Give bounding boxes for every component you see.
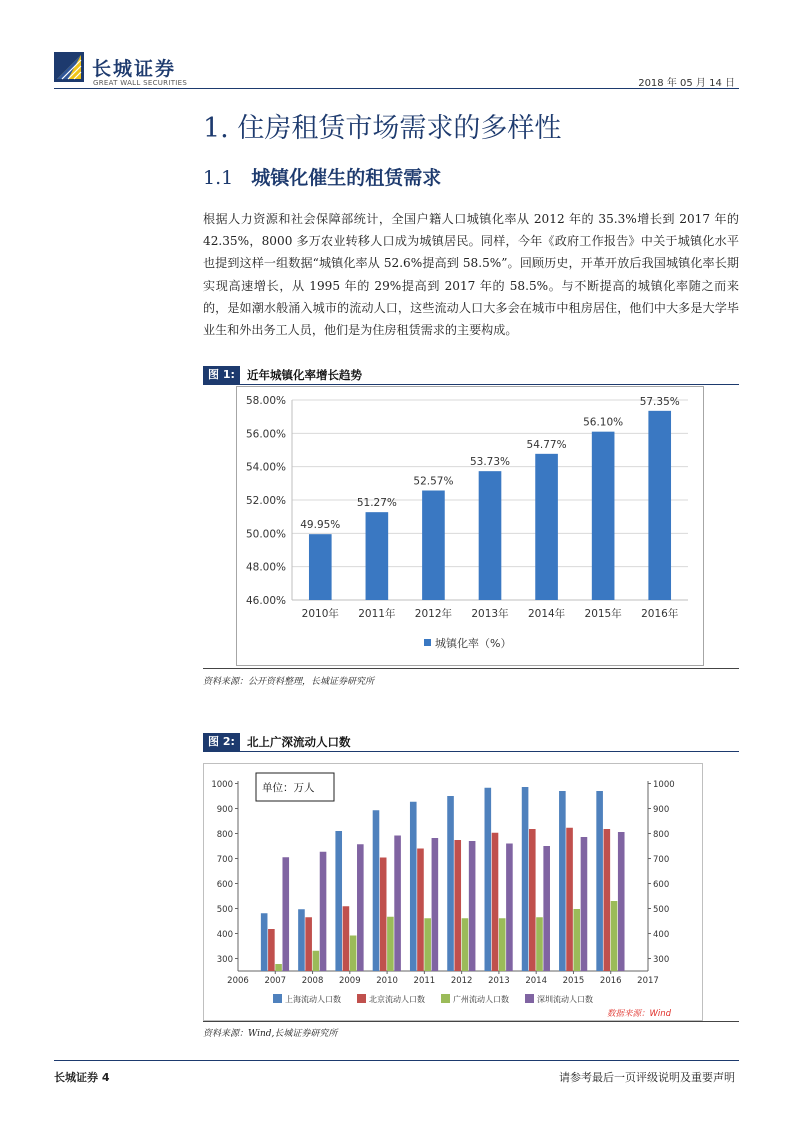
chart2-bar [581, 837, 588, 971]
chart2-bar [618, 832, 625, 971]
figure1-tag: 图 1: [203, 366, 240, 384]
figure2-source: 资料来源：Wind,长城证券研究所 [203, 1029, 338, 1039]
chart2-y-tick-label-left: 700 [216, 855, 233, 865]
chart1-bar [592, 432, 615, 600]
chart1-data-label: 52.57% [413, 475, 454, 488]
figure1-chart [236, 386, 704, 670]
figure2-tag: 图 2: [203, 733, 240, 751]
chart1-x-tick-label: 2015年 [584, 608, 622, 620]
chart2-bar [282, 857, 289, 971]
urbanization-chart [236, 386, 704, 666]
chart2-bar [417, 849, 424, 972]
chart2-bar [596, 791, 603, 971]
chart2-x-edge-label: 2017 [637, 976, 659, 986]
chart2-x-tick-label: 2016 [599, 976, 622, 986]
chart2-bar [604, 829, 611, 971]
chart1-bar [479, 471, 502, 600]
chart2-bar [522, 787, 529, 971]
chart1-y-tick-label: 48.00% [245, 561, 286, 574]
header-divider [54, 88, 739, 89]
chart2-legend-label: 深圳流动人口数 [537, 995, 593, 1004]
chart2-y-tick-label-right: 800 [653, 830, 670, 840]
chart2-x-edge-label: 2006 [227, 976, 249, 986]
chart2-y-tick-label-left: 300 [216, 955, 233, 965]
chart2-bar [469, 841, 476, 971]
chart2-x-tick-label: 2008 [301, 976, 324, 986]
chart2-legend-label: 广州流动人口数 [453, 995, 509, 1004]
chart1-y-tick-label: 52.00% [245, 495, 286, 507]
figure2-source-divider [203, 1021, 739, 1022]
subsection-title [203, 163, 441, 190]
chart2-bar [343, 906, 350, 971]
logo-text-en: GREAT WALL SECURITIES [93, 79, 188, 87]
figure2-header [203, 733, 739, 752]
chart2-bar [454, 840, 461, 971]
chart2-bar [335, 831, 342, 971]
chart2-x-tick-label: 2009 [338, 976, 361, 986]
chart2-bar [275, 964, 282, 971]
chart2-bar [529, 829, 536, 971]
chart1-y-tick-label: 46.00% [245, 595, 286, 607]
chart2-x-tick-label: 2012 [450, 976, 473, 986]
chart2-y-tick-label-right: 700 [653, 855, 670, 865]
chart2-legend-label: 北京流动人口数 [369, 995, 425, 1004]
chart2-bar [566, 828, 573, 971]
chart2-bar [506, 844, 513, 972]
chart1-x-tick-label: 2016年 [641, 608, 679, 620]
chart2-bar [357, 844, 364, 971]
chart2-bar [261, 913, 268, 971]
chart1-data-label: 49.95% [300, 519, 341, 532]
chart2-y-tick-label-left: 900 [216, 805, 233, 815]
chart2-y-tick-label-right: 400 [653, 930, 670, 940]
chart2-bar [573, 909, 580, 971]
figure1-source-divider [203, 668, 739, 669]
subsection-text: 城镇化催生的租赁需求 [251, 167, 442, 189]
chart1-data-label: 51.27% [356, 497, 397, 510]
chart1-y-tick-label: 50.00% [245, 528, 286, 541]
chart2-bar [462, 918, 469, 971]
chart2-bar [485, 788, 492, 971]
chart2-bar [394, 836, 401, 972]
chart1-data-label: 56.10% [583, 416, 624, 429]
section-title: 1. 住房租赁市场需求的多样性 [203, 113, 562, 144]
figure2-title: 北上广深流动人口数 [247, 735, 351, 749]
logo-text-cn: 长城证券 [92, 58, 177, 80]
footer-page: 长城证券 4 [54, 1071, 110, 1084]
chart2-bar [410, 802, 417, 971]
chart2-y-tick-label-right: 1000 [653, 780, 675, 790]
figure1-source: 资料来源：公开资料整理，长城证券研究所 [203, 677, 375, 687]
chart1-legend-label: 城镇化率（%） [435, 637, 512, 650]
chart1-bar [535, 454, 558, 600]
figure2-chart [203, 763, 703, 1025]
figure1-header [203, 366, 739, 385]
chart2-y-tick-label-right: 600 [653, 880, 670, 890]
chart1-y-tick-label: 58.00% [245, 395, 286, 407]
body-paragraph: 根据人力资源和社会保障部统计，全国户籍人口城镇化率从 2012 年的 35.3%增长到 2017 年的 42.35%，8000 多万农业转移人口成为城镇居民。同样，今年《政府工作报告》中关于城镇化水平也提到这样一组数据“城镇化率从 52.6%提高到 58.5%”。回顾历史，开革开放后我国城镇化率长期实现高速增长，从 1995 年的 29%提高到 2017 年的 58.5%。与不断提高的城镇化率随之而来的，是如潮水般涌入城市的流动人口，这些流动人口大多会在城市中租房居住，他们中大多是大学毕业生和外出务工人员，他们是为住房租赁需求的主要构成。 [203, 212, 739, 338]
chart1-data-label: 57.35% [639, 395, 680, 408]
chart1-y-tick-label: 56.00% [245, 428, 286, 441]
chart2-y-tick-label-right: 500 [653, 905, 670, 915]
chart1-y-tick-label: 54.00% [245, 461, 286, 474]
chart1-data-label: 54.77% [526, 438, 567, 451]
chart1-x-tick-label: 2013年 [471, 608, 509, 620]
chart1-x-tick-label: 2012年 [414, 608, 453, 620]
chart2-y-tick-label-left: 500 [216, 905, 233, 915]
chart2-bar [499, 918, 506, 971]
logo-icon [54, 52, 84, 82]
chart2-bar [320, 852, 327, 971]
chart2-y-tick-label-left: 600 [216, 880, 233, 890]
chart2-legend-swatch [357, 994, 366, 1003]
chart2-y-tick-label-left: 800 [216, 830, 233, 840]
chart2-wind-note: 数据来源：Wind [606, 1009, 671, 1019]
footer-disclaimer: 请参考最后一页评级说明及重要声明 [559, 1071, 735, 1084]
chart1-bar [648, 411, 671, 600]
chart2-x-tick-label: 2013 [488, 976, 510, 986]
chart2-bar [305, 917, 312, 971]
chart2-bar [268, 929, 275, 971]
chart2-unit-label: 单位：万人 [262, 782, 315, 794]
chart2-bar [298, 909, 305, 971]
chart1-bar [366, 512, 389, 600]
chart2-x-tick-label: 2011 [413, 976, 436, 986]
chart2-x-tick-label: 2014 [525, 976, 548, 986]
chart2-y-tick-label-left: 400 [216, 930, 233, 940]
chart2-bar [543, 846, 550, 971]
chart2-bar [611, 901, 618, 971]
chart1-x-tick-label: 2011年 [358, 608, 396, 620]
chart2-bar [380, 858, 387, 972]
chart1-bar [422, 491, 445, 601]
header-date: 2018 年 05 月 14 日 [638, 78, 735, 89]
chart2-bar [387, 917, 394, 971]
chart2-bar [350, 936, 357, 972]
subsection-number: 1.1 [203, 167, 234, 189]
chart2-bar [373, 810, 380, 971]
chart1-bar [309, 534, 332, 600]
chart2-bar [447, 796, 454, 971]
chart2-x-tick-label: 2015 [562, 976, 585, 986]
chart2-bar [559, 791, 566, 971]
chart2-y-tick-label-right: 900 [653, 805, 670, 815]
chart2-bar [313, 951, 320, 971]
chart1-data-label: 53.73% [469, 456, 511, 469]
chart1-legend-swatch [424, 639, 431, 646]
chart2-x-tick-label: 2010 [376, 976, 398, 986]
chart2-legend-swatch [441, 994, 450, 1003]
chart2-bar [492, 833, 499, 971]
chart2-y-tick-label-right: 300 [653, 955, 670, 965]
chart2-bar [424, 918, 431, 971]
chart2-legend-label: 上海流动人口数 [285, 995, 341, 1004]
figure1-title: 近年城镇化率增长趋势 [247, 368, 362, 382]
chart2-bar [536, 917, 543, 971]
chart1-x-tick-label: 2014年 [527, 608, 566, 620]
chart2-legend-swatch [273, 994, 282, 1003]
chart2-y-tick-label-left: 1000 [211, 780, 233, 790]
footer-divider [54, 1060, 739, 1061]
chart2-bar [432, 838, 439, 971]
chart1-x-tick-label: 2010年 [301, 608, 339, 620]
chart2-legend-swatch [525, 994, 534, 1003]
migrant-population-chart [203, 763, 703, 1021]
chart2-x-tick-label: 2007 [264, 976, 287, 986]
